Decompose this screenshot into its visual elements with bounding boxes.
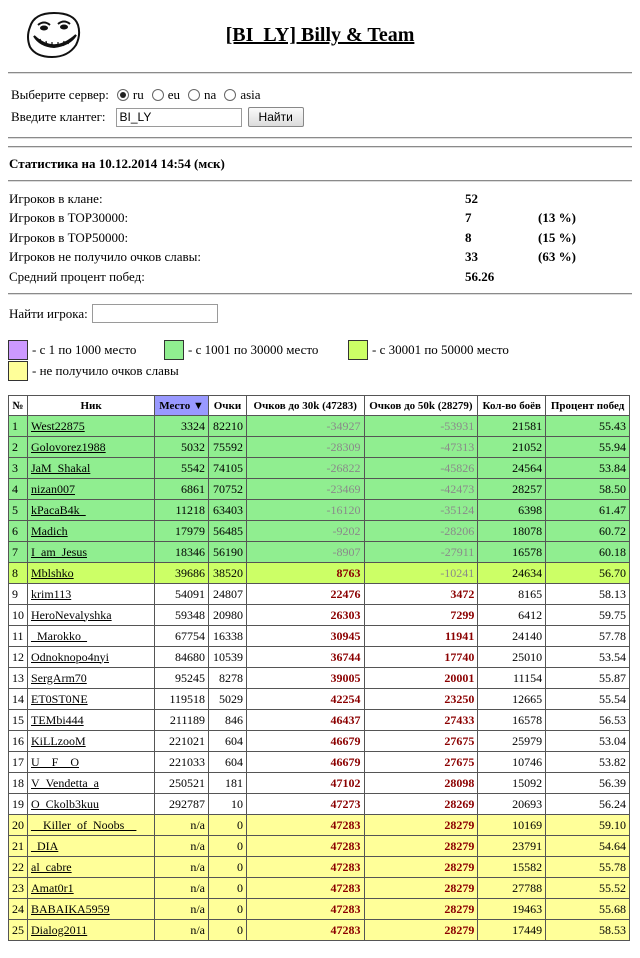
radio-eu[interactable] <box>152 89 164 101</box>
table-row <box>9 773 630 794</box>
cell-to-50k: -35124 <box>364 500 478 521</box>
cell-battles: 17449 <box>478 920 546 941</box>
table-row <box>9 626 630 647</box>
cell-place: 5032 <box>155 437 209 458</box>
cell-place: 54091 <box>155 584 209 605</box>
cell-points: 8278 <box>209 668 247 689</box>
cell-battles: 24564 <box>478 458 546 479</box>
cell-points: 56485 <box>209 521 247 542</box>
cell-number: 25 <box>9 920 28 941</box>
player-link[interactable]: Odnoknopo4nyi <box>28 647 155 668</box>
cell-to-30k: 42254 <box>246 689 364 710</box>
cell-winrate: 55.43 <box>546 416 630 437</box>
col-number[interactable]: № <box>9 396 28 416</box>
divider <box>8 137 632 139</box>
player-link[interactable]: I_am_Jesus <box>28 542 155 563</box>
cell-to-50k: 11941 <box>364 626 478 647</box>
col-to-30k[interactable]: Очков до 30k (47283) <box>246 396 364 416</box>
table-row <box>9 710 630 731</box>
cell-place: n/a <box>155 920 209 941</box>
cell-points: 0 <box>209 836 247 857</box>
radio-asia[interactable] <box>224 89 236 101</box>
radio-eu-label[interactable]: eu <box>167 87 181 102</box>
cell-place: n/a <box>155 878 209 899</box>
cell-number: 8 <box>9 563 28 584</box>
cell-to-30k: 46679 <box>246 752 364 773</box>
cell-to-50k: 28279 <box>364 857 478 878</box>
cell-points: 10539 <box>209 647 247 668</box>
cell-battles: 6398 <box>478 500 546 521</box>
cell-to-50k: -53931 <box>364 416 478 437</box>
legend-item: - с 1 по 1000 место <box>8 340 136 360</box>
player-link[interactable]: Madich <box>28 521 155 542</box>
col-to-50k[interactable]: Очков до 50k (28279) <box>364 396 478 416</box>
player-link[interactable]: Amat0r1 <box>28 878 155 899</box>
cell-place: 11218 <box>155 500 209 521</box>
cell-to-50k: 23250 <box>364 689 478 710</box>
cell-number: 9 <box>9 584 28 605</box>
cell-to-30k: 22476 <box>246 584 364 605</box>
player-link[interactable]: Golovorez1988 <box>28 437 155 458</box>
cell-place: 5542 <box>155 458 209 479</box>
cell-points: 10 <box>209 794 247 815</box>
player-link[interactable]: KiLLzooM <box>28 731 155 752</box>
table-row <box>9 731 630 752</box>
table-row <box>9 668 630 689</box>
cell-place: 221021 <box>155 731 209 752</box>
cell-points: 74105 <box>209 458 247 479</box>
cell-battles: 25010 <box>478 647 546 668</box>
cell-battles: 12665 <box>478 689 546 710</box>
cell-points: 846 <box>209 710 247 731</box>
table-row <box>9 521 630 542</box>
cell-to-50k: 28279 <box>364 878 478 899</box>
cell-place: 292787 <box>155 794 209 815</box>
cell-number: 23 <box>9 878 28 899</box>
cell-winrate: 55.78 <box>546 857 630 878</box>
player-link[interactable]: krim113 <box>28 584 155 605</box>
table-row <box>9 836 630 857</box>
cell-place: 250521 <box>155 773 209 794</box>
cell-to-30k: -8907 <box>246 542 364 563</box>
table-row <box>9 857 630 878</box>
cell-to-30k: 26303 <box>246 605 364 626</box>
table-row <box>9 899 630 920</box>
cell-number: 2 <box>9 437 28 458</box>
table-row <box>9 458 630 479</box>
cell-winrate: 55.54 <box>546 689 630 710</box>
table-row <box>9 542 630 563</box>
table-header-row <box>9 396 630 416</box>
cell-to-50k: 3472 <box>364 584 478 605</box>
player-link[interactable]: _DIA <box>28 836 155 857</box>
cell-number: 4 <box>9 479 28 500</box>
player-link[interactable]: BABAIKA5959 <box>28 899 155 920</box>
cell-place: 39686 <box>155 563 209 584</box>
cell-number: 21 <box>9 836 28 857</box>
cell-place: 119518 <box>155 689 209 710</box>
cell-to-30k: 47283 <box>246 836 364 857</box>
cell-to-50k: -10241 <box>364 563 478 584</box>
player-link[interactable]: HeroNevalyshka <box>28 605 155 626</box>
stat-row: Игроков не получило очков славы: 33 (63 %) <box>9 249 576 264</box>
cell-battles: 10746 <box>478 752 546 773</box>
cell-number: 17 <box>9 752 28 773</box>
cell-to-30k: 47283 <box>246 920 364 941</box>
cell-to-30k: 47102 <box>246 773 364 794</box>
cell-winrate: 60.18 <box>546 542 630 563</box>
cell-to-30k: -16120 <box>246 500 364 521</box>
cell-number: 24 <box>9 899 28 920</box>
col-winrate[interactable]: Процент побед <box>546 396 630 416</box>
cell-winrate: 53.54 <box>546 647 630 668</box>
table-row <box>9 878 630 899</box>
cell-points: 181 <box>209 773 247 794</box>
col-nick[interactable]: Ник <box>28 396 155 416</box>
cell-number: 10 <box>9 605 28 626</box>
cell-to-30k: 47283 <box>246 878 364 899</box>
cell-battles: 8165 <box>478 584 546 605</box>
cell-to-50k: 28279 <box>364 815 478 836</box>
divider <box>8 180 632 182</box>
cell-number: 6 <box>9 521 28 542</box>
cell-to-30k: 47283 <box>246 899 364 920</box>
cell-winrate: 53.82 <box>546 752 630 773</box>
cell-number: 3 <box>9 458 28 479</box>
stat-row: Игроков в TOP30000: 7 (13 %) <box>9 210 576 225</box>
cell-to-50k: 7299 <box>364 605 478 626</box>
page-title: [BI_LY] Billy & Team <box>225 24 415 46</box>
cell-to-50k: 28279 <box>364 899 478 920</box>
cell-winrate: 56.39 <box>546 773 630 794</box>
player-link[interactable]: West22875 <box>28 416 155 437</box>
table-row <box>9 584 630 605</box>
find-player-input[interactable] <box>92 304 218 323</box>
find-player <box>9 304 218 323</box>
col-place[interactable]: Место ▼ <box>155 396 209 416</box>
cell-points: 5029 <box>209 689 247 710</box>
divider <box>8 293 632 295</box>
cell-place: n/a <box>155 899 209 920</box>
col-battles[interactable]: Кол-во боёв <box>478 396 546 416</box>
cell-points: 75592 <box>209 437 247 458</box>
legend-swatch <box>164 340 184 360</box>
cell-points: 63403 <box>209 500 247 521</box>
table-row <box>9 479 630 500</box>
cell-to-50k: 28279 <box>364 836 478 857</box>
table-row <box>9 920 630 941</box>
cell-battles: 25979 <box>478 731 546 752</box>
player-link[interactable]: nizan007 <box>28 479 155 500</box>
cell-to-30k: 47283 <box>246 857 364 878</box>
cell-points: 604 <box>209 731 247 752</box>
table-row <box>9 437 630 458</box>
cell-to-50k: 28279 <box>364 920 478 941</box>
cell-to-50k: 28098 <box>364 773 478 794</box>
cell-to-30k: -28309 <box>246 437 364 458</box>
cell-battles: 15092 <box>478 773 546 794</box>
cell-to-50k: 27433 <box>364 710 478 731</box>
legend-item: - с 30001 по 50000 место <box>348 340 509 360</box>
cell-to-30k: -26822 <box>246 458 364 479</box>
cell-to-50k: 17740 <box>364 647 478 668</box>
player-link[interactable]: __Killer_of_Noobs__ <box>28 815 155 836</box>
cell-winrate: 54.64 <box>546 836 630 857</box>
cell-points: 70752 <box>209 479 247 500</box>
cell-winrate: 56.53 <box>546 710 630 731</box>
cell-to-50k: -47313 <box>364 437 478 458</box>
cell-winrate: 55.87 <box>546 668 630 689</box>
legend-item: - не получило очков славы <box>8 361 179 381</box>
cell-to-30k: 47283 <box>246 815 364 836</box>
cell-winrate: 58.13 <box>546 584 630 605</box>
cell-place: 95245 <box>155 668 209 689</box>
cell-winrate: 57.78 <box>546 626 630 647</box>
cell-points: 16338 <box>209 626 247 647</box>
cell-battles: 10169 <box>478 815 546 836</box>
cell-winrate: 59.75 <box>546 605 630 626</box>
cell-number: 14 <box>9 689 28 710</box>
cell-place: 3324 <box>155 416 209 437</box>
legend-swatch <box>348 340 368 360</box>
cell-winrate: 55.52 <box>546 878 630 899</box>
cell-battles: 27788 <box>478 878 546 899</box>
cell-place: 17979 <box>155 521 209 542</box>
cell-winrate: 58.53 <box>546 920 630 941</box>
cell-to-50k: -28206 <box>364 521 478 542</box>
radio-ru[interactable] <box>117 89 129 101</box>
divider <box>8 72 632 74</box>
cell-place: 84680 <box>155 647 209 668</box>
cell-place: 211189 <box>155 710 209 731</box>
cell-battles: 23791 <box>478 836 546 857</box>
cell-to-30k: -9202 <box>246 521 364 542</box>
cell-number: 16 <box>9 731 28 752</box>
cell-place: n/a <box>155 857 209 878</box>
cell-points: 0 <box>209 878 247 899</box>
cell-points: 0 <box>209 920 247 941</box>
cell-points: 0 <box>209 815 247 836</box>
cell-battles: 11154 <box>478 668 546 689</box>
cell-number: 18 <box>9 773 28 794</box>
cell-winrate: 58.50 <box>546 479 630 500</box>
table-row <box>9 605 630 626</box>
table-row <box>9 500 630 521</box>
cell-number: 5 <box>9 500 28 521</box>
cell-battles: 19463 <box>478 899 546 920</box>
cell-winrate: 56.24 <box>546 794 630 815</box>
player-link[interactable]: _Marokko_ <box>28 626 155 647</box>
cell-battles: 6412 <box>478 605 546 626</box>
cell-to-50k: 27675 <box>364 752 478 773</box>
table-row <box>9 689 630 710</box>
cell-winrate: 53.84 <box>546 458 630 479</box>
cell-number: 15 <box>9 710 28 731</box>
cell-to-30k: -23469 <box>246 479 364 500</box>
legend-item: - с 1001 по 30000 место <box>164 340 318 360</box>
cell-winrate: 56.70 <box>546 563 630 584</box>
cell-points: 38520 <box>209 563 247 584</box>
server-selector <box>11 87 261 103</box>
players-table <box>8 395 630 941</box>
cell-to-30k: 47273 <box>246 794 364 815</box>
cell-battles: 16578 <box>478 542 546 563</box>
cell-battles: 16578 <box>478 710 546 731</box>
cell-number: 11 <box>9 626 28 647</box>
player-link[interactable]: V_Vendetta_a <box>28 773 155 794</box>
player-link[interactable]: SergArm70 <box>28 668 155 689</box>
cell-winrate: 55.68 <box>546 899 630 920</box>
cell-winrate: 55.94 <box>546 437 630 458</box>
server-label: Выберите сервер: <box>11 87 109 102</box>
cell-place: 221033 <box>155 752 209 773</box>
table-row <box>9 794 630 815</box>
cell-to-30k: 46679 <box>246 731 364 752</box>
cell-to-50k: 28269 <box>364 794 478 815</box>
cell-to-30k: 36744 <box>246 647 364 668</box>
cell-battles: 18078 <box>478 521 546 542</box>
cell-battles: 20693 <box>478 794 546 815</box>
cell-place: 6861 <box>155 479 209 500</box>
clan-label: Введите клантег: <box>11 109 106 124</box>
clan-tag-input[interactable] <box>116 108 242 127</box>
cell-place: 59348 <box>155 605 209 626</box>
player-link[interactable]: ET0ST0NE <box>28 689 155 710</box>
cell-place: 67754 <box>155 626 209 647</box>
player-link[interactable]: U__F__O <box>28 752 155 773</box>
legend-swatch <box>8 361 28 381</box>
cell-battles: 15582 <box>478 857 546 878</box>
stat-row: Средний процент побед: 56.26 <box>9 269 495 284</box>
table-row <box>9 416 630 437</box>
page-header <box>0 0 640 72</box>
cell-winrate: 60.72 <box>546 521 630 542</box>
divider <box>8 146 632 148</box>
radio-ru-label[interactable]: ru <box>132 87 144 102</box>
player-link[interactable]: Mblshko <box>28 563 155 584</box>
cell-to-30k: 8763 <box>246 563 364 584</box>
cell-number: 7 <box>9 542 28 563</box>
legend-swatch <box>8 340 28 360</box>
cell-number: 20 <box>9 815 28 836</box>
cell-battles: 24634 <box>478 563 546 584</box>
cell-battles: 28257 <box>478 479 546 500</box>
cell-to-50k: 27675 <box>364 731 478 752</box>
cell-points: 56190 <box>209 542 247 563</box>
cell-battles: 21581 <box>478 416 546 437</box>
cell-to-30k: 46437 <box>246 710 364 731</box>
cell-to-50k: -27911 <box>364 542 478 563</box>
cell-points: 82210 <box>209 416 247 437</box>
cell-to-50k: 20001 <box>364 668 478 689</box>
find-button[interactable]: Найти <box>248 107 304 127</box>
cell-number: 19 <box>9 794 28 815</box>
player-link[interactable]: Dialog2011 <box>28 920 155 941</box>
stat-row: Игроков в TOP50000: 8 (15 %) <box>9 230 576 245</box>
cell-points: 0 <box>209 857 247 878</box>
player-link[interactable]: al_cabre <box>28 857 155 878</box>
player-link[interactable]: kPacaB4k_ <box>28 500 155 521</box>
cell-number: 1 <box>9 416 28 437</box>
radio-na-label[interactable]: na <box>204 87 217 102</box>
cell-to-30k: 39005 <box>246 668 364 689</box>
cell-to-30k: 30945 <box>246 626 364 647</box>
table-row <box>9 752 630 773</box>
cell-points: 24807 <box>209 584 247 605</box>
cell-points: 604 <box>209 752 247 773</box>
cell-points: 20980 <box>209 605 247 626</box>
cell-battles: 24140 <box>478 626 546 647</box>
cell-place: 18346 <box>155 542 209 563</box>
cell-winrate: 53.04 <box>546 731 630 752</box>
cell-number: 13 <box>9 668 28 689</box>
find-player-label: Найти игрока: <box>9 305 88 321</box>
stats-title: Статистика на 10.12.2014 14:54 (мск) <box>9 156 225 171</box>
cell-place: n/a <box>155 836 209 857</box>
player-link[interactable]: O_Ckolb3kuu <box>28 794 155 815</box>
clan-search-row <box>11 107 304 127</box>
player-link[interactable]: TEMbi444 <box>28 710 155 731</box>
radio-asia-label[interactable]: asia <box>240 87 261 102</box>
cell-winrate: 59.10 <box>546 815 630 836</box>
cell-points: 0 <box>209 899 247 920</box>
cell-to-50k: -42473 <box>364 479 478 500</box>
col-points[interactable]: Очки <box>209 396 247 416</box>
cell-to-30k: -34927 <box>246 416 364 437</box>
cell-battles: 21052 <box>478 437 546 458</box>
cell-number: 22 <box>9 857 28 878</box>
cell-place: n/a <box>155 815 209 836</box>
player-link[interactable]: JaM_Shakal <box>28 458 155 479</box>
cell-number: 12 <box>9 647 28 668</box>
table-row <box>9 815 630 836</box>
radio-na[interactable] <box>188 89 200 101</box>
table-row <box>9 647 630 668</box>
cell-to-50k: -45826 <box>364 458 478 479</box>
table-row <box>9 563 630 584</box>
stat-row: Игроков в клане: 52 <box>9 191 478 206</box>
cell-winrate: 61.47 <box>546 500 630 521</box>
